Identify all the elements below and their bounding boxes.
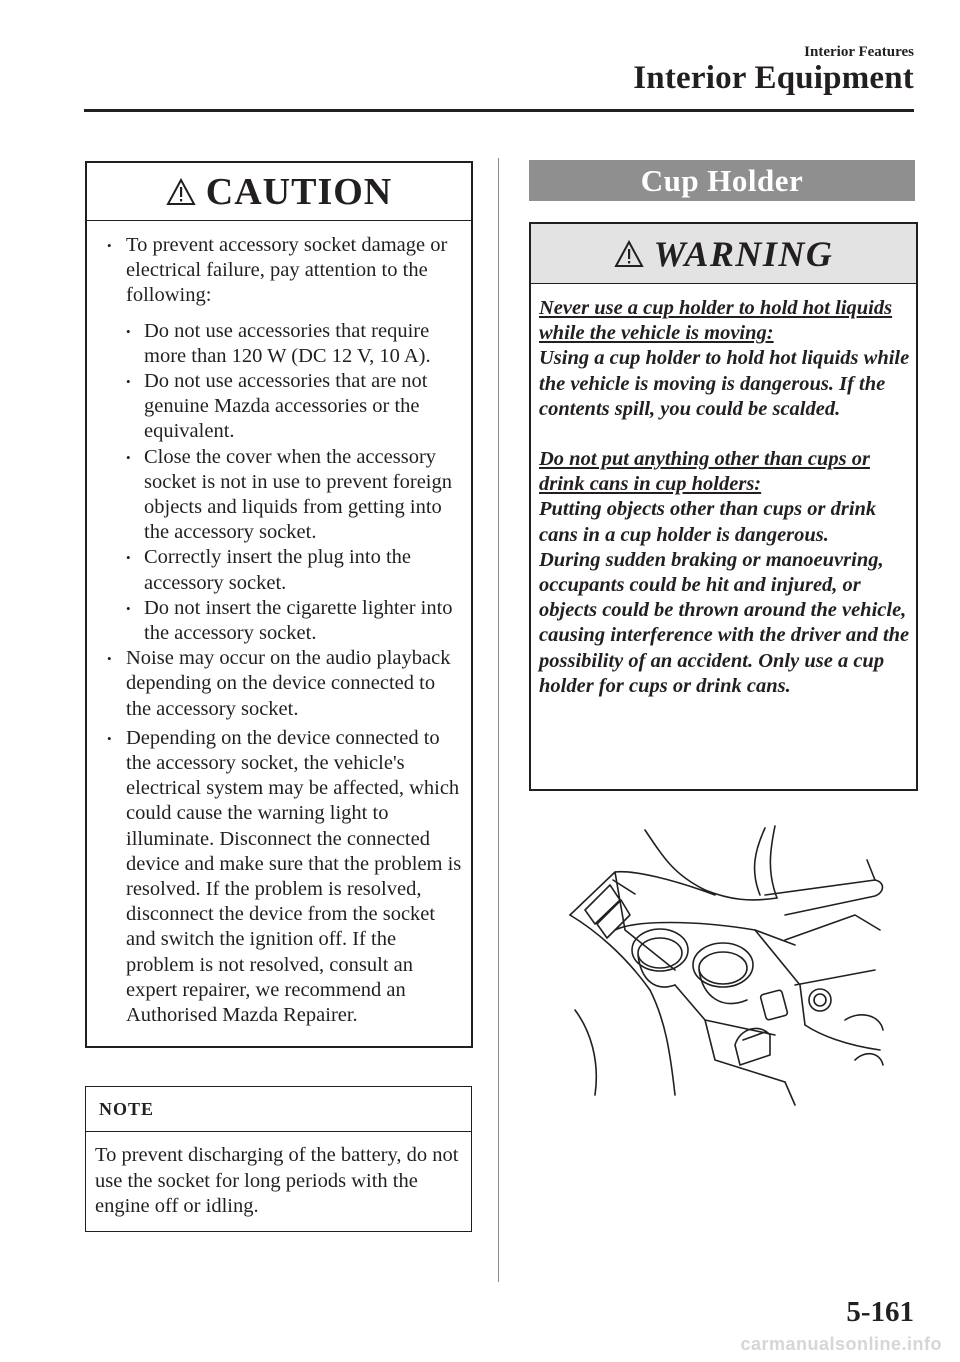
cup-holder-heading: Cup Holder [529, 160, 915, 201]
warning-text-2a: Putting objects other than cups or drink cans in a cup holder is dangerous. [539, 498, 877, 546]
note-box [85, 1086, 472, 1232]
cup-holder-illustration [555, 820, 885, 1110]
caution-intro: • To prevent accessory socket damage or electrical failure, pay attention to the following: [105, 233, 463, 309]
warning-box [529, 222, 918, 791]
warning-body [531, 284, 916, 699]
warning-paragraph-2 [539, 447, 910, 699]
caution-sub-item: • Do not use accessories that require more than 120 W (DC 12 V, 10 A). [105, 319, 463, 369]
caution-sub-item: • Do not insert the cigarette lighter into the accessory socket. [105, 596, 463, 646]
caution-item: • Depending on the device connected to the accessory socket, the vehicle's electrical system may be affected, which could cause the warning light to illuminate. Disconnect the connected device and make sure that the problem is resolved. If the problem is resolved, disconnect the device from the socket and switch the ignition off. If the problem is not resolved, consult an expert repairer, we recommend an Authorised Mazda Repairer. [105, 726, 463, 1028]
column-divider [498, 158, 499, 1282]
warning-text-1: Using a cup holder to hold hot liquids while the vehicle is moving is dangerous. If the contents spill, you could be scalded. [539, 347, 910, 420]
caution-box [85, 161, 473, 1048]
warning-heading-1: Never use a cup holder to hold hot liquids while the vehicle is moving: [539, 297, 893, 345]
caution-sub-item: • Correctly insert the plug into the accessory socket. [105, 545, 463, 595]
caution-item: • Noise may occur on the audio playback depending on the device connected to the accessory socket. [105, 646, 463, 722]
caution-sub-item: • Close the cover when the accessory socket is not in use to prevent foreign objects and liquids from getting into the accessory socket. [105, 445, 463, 546]
warning-triangle-icon [614, 240, 644, 268]
note-text: To prevent discharging of the battery, do not use the socket for long periods with the engine off or idling. [95, 1144, 459, 1217]
page-title: Interior Equipment [633, 60, 914, 96]
header-rule [84, 109, 914, 112]
warning-header [531, 224, 916, 284]
page-number: 5-161 [846, 1296, 914, 1328]
note-title: NOTE [86, 1087, 471, 1132]
caution-header [87, 163, 471, 221]
warning-title: WARNING [653, 233, 834, 274]
caution-sub-item: • Do not use accessories that are not genuine Mazda accessories or the equivalent. [105, 369, 463, 445]
header-section-label: Interior Features [804, 44, 914, 60]
warning-triangle-icon [166, 178, 196, 206]
caution-sub-list [105, 319, 463, 647]
caution-title: CAUTION [205, 170, 393, 213]
watermark: carmanualsonline.info [740, 1334, 942, 1354]
warning-heading-2: Do not put anything other than cups or drink cans in cup holders: [539, 448, 870, 496]
warning-paragraph-1 [539, 296, 910, 422]
warning-text-2b: During sudden braking or manoeuvring, occupants could be hit and injured, or objects could be thrown around the vehicle, causing interference with the driver and the possibility of an accident. Only use a cup holder for cups or drink cans. [539, 548, 910, 697]
caution-body [87, 221, 471, 1028]
